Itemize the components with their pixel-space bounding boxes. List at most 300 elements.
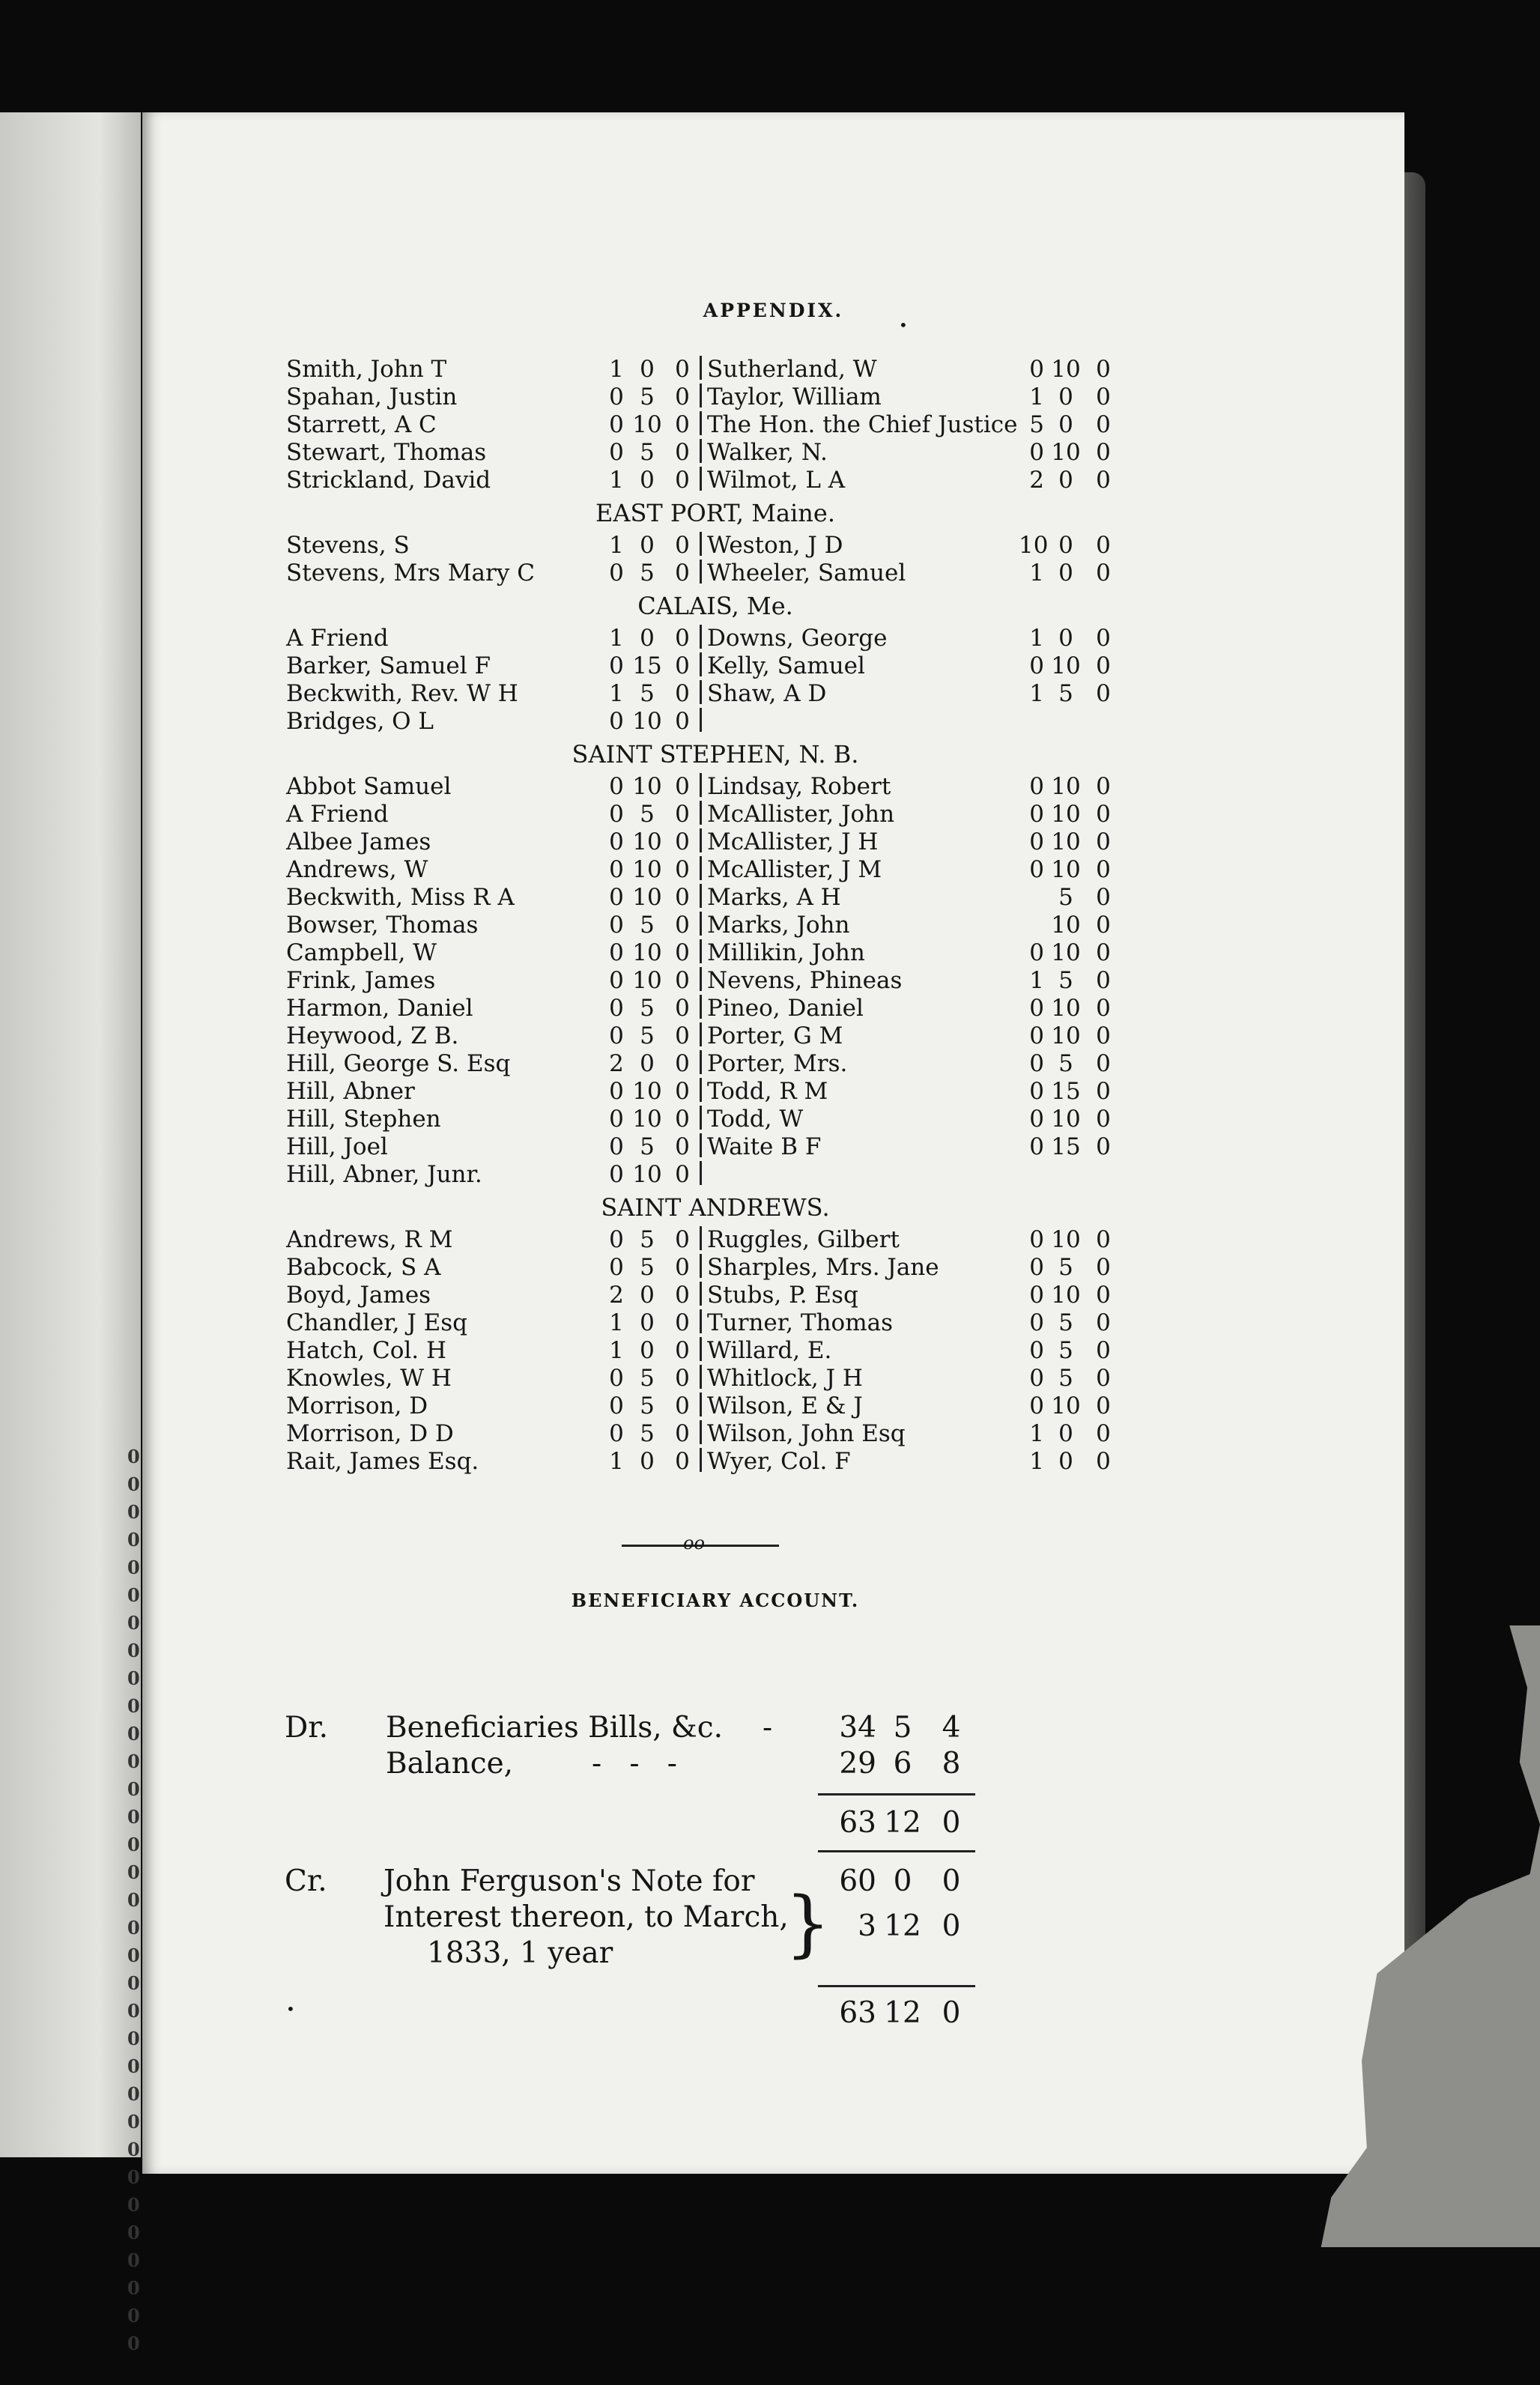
right-name: Kelly, Samuel	[707, 652, 865, 679]
right-shillings: 10	[1051, 652, 1081, 679]
column-divider	[700, 708, 702, 732]
right-pounds: 2	[1029, 467, 1044, 494]
facing-page-digit: 0	[127, 1834, 140, 1855]
right-shillings: 10	[1051, 1282, 1081, 1309]
separator-mark: oo	[683, 1533, 705, 1554]
column-divider	[700, 912, 702, 936]
column-divider	[700, 939, 702, 963]
right-shillings: 5	[1058, 1337, 1073, 1364]
left-name: Hill, George S. Esq	[286, 1050, 511, 1077]
left-name: A Friend	[286, 625, 389, 652]
subscriber-row	[142, 680, 1404, 707]
left-name: Andrews, W	[286, 856, 428, 883]
facing-page-digit: 0	[127, 2083, 140, 2105]
facing-page-digit: 0	[127, 2055, 140, 2077]
left-pounds: 0	[609, 384, 624, 410]
left-name: Hill, Abner, Junr.	[286, 1161, 482, 1188]
left-name: Strickland, David	[286, 467, 491, 494]
credit-line-2-text: Interest thereon, to March,	[384, 1900, 789, 1934]
subscriber-row	[142, 1448, 1404, 1475]
left-shillings: 5	[640, 912, 655, 939]
left-pounds: 1	[609, 625, 624, 652]
right-name: Nevens, Phineas	[707, 967, 903, 994]
right-name: Weston, J D	[707, 532, 843, 559]
right-pence: 0	[1096, 1078, 1111, 1105]
left-name: Hatch, Col. H	[286, 1337, 447, 1364]
right-shillings: 10	[1051, 439, 1081, 466]
subscriber-row	[142, 439, 1404, 466]
subscriber-row	[142, 912, 1404, 939]
left-pounds: 0	[609, 967, 624, 994]
column-divider	[700, 439, 702, 463]
right-pounds: 0	[1029, 1337, 1044, 1364]
debit-total-shillings: 12	[884, 1806, 921, 1840]
right-pounds: 1	[1029, 625, 1044, 652]
debit-total-pounds: 63	[839, 1806, 876, 1840]
right-pounds: 0	[1029, 1392, 1044, 1419]
left-pounds: 0	[609, 652, 624, 679]
left-shillings: 5	[640, 439, 655, 466]
right-pence: 0	[1096, 532, 1111, 559]
facing-page-digit: 0	[127, 1889, 140, 1911]
left-shillings: 0	[640, 1448, 655, 1475]
subscriber-row	[142, 884, 1404, 911]
left-shillings: 0	[640, 1337, 655, 1364]
right-name: Sutherland, W	[707, 356, 877, 383]
left-name: Beckwith, Miss R A	[286, 884, 515, 911]
left-shillings: 5	[640, 680, 655, 707]
column-divider	[700, 1337, 702, 1361]
left-name: Hill, Stephen	[286, 1106, 441, 1133]
right-name: Lindsay, Robert	[707, 773, 891, 800]
left-pence: 0	[675, 467, 690, 494]
left-pounds: 0	[609, 560, 624, 587]
right-pence: 0	[1096, 1226, 1111, 1253]
facing-page-edge	[0, 112, 141, 2354]
left-shillings: 10	[632, 884, 662, 911]
column-divider	[700, 1078, 702, 1102]
right-shillings: 5	[1058, 1254, 1073, 1281]
right-pounds: 0	[1029, 939, 1044, 966]
column-divider	[700, 1392, 702, 1416]
subscriber-row	[142, 1226, 1404, 1253]
subscriber-row	[142, 1420, 1404, 1447]
left-pence: 0	[675, 1448, 690, 1475]
left-pence: 0	[675, 708, 690, 735]
facing-page-digit: 0	[127, 1446, 140, 1467]
credit-line-2-shillings: 12	[884, 1909, 921, 1943]
credit-total-pence: 0	[942, 1996, 961, 2030]
right-shillings: 0	[1058, 384, 1073, 410]
left-pence: 0	[675, 1254, 690, 1281]
left-pounds: 0	[609, 1133, 624, 1160]
left-pence: 0	[675, 1106, 690, 1133]
left-pounds: 0	[609, 1365, 624, 1392]
subscriber-row	[142, 1050, 1404, 1077]
left-shillings: 5	[640, 1133, 655, 1160]
debit-line-1-shillings: 5	[893, 1711, 912, 1745]
subscriber-row	[142, 1078, 1404, 1105]
ink-dot: •	[899, 316, 908, 334]
left-pence: 0	[675, 1022, 690, 1049]
column-divider	[700, 356, 702, 380]
left-shillings: 5	[640, 801, 655, 828]
right-shillings: 10	[1051, 856, 1081, 883]
left-shillings: 10	[632, 1078, 662, 1105]
column-divider	[700, 1420, 702, 1444]
left-name: Abbot Samuel	[286, 773, 452, 800]
right-pence: 0	[1096, 1106, 1111, 1133]
facing-page-digit: 0	[127, 2166, 140, 2188]
left-shillings: 5	[640, 1392, 655, 1419]
left-pounds: 1	[609, 532, 624, 559]
right-shillings: 10	[1051, 356, 1081, 383]
subscriber-row	[142, 708, 1404, 735]
right-pence: 0	[1096, 801, 1111, 828]
left-shillings: 10	[632, 967, 662, 994]
left-name: Boyd, James	[286, 1282, 431, 1309]
account-title: BENEFICIARY ACCOUNT.	[571, 1590, 860, 1611]
right-pence: 0	[1096, 652, 1111, 679]
right-name: Stubs, P. Esq	[707, 1282, 858, 1309]
left-pounds: 0	[609, 1078, 624, 1105]
right-pounds: 0	[1029, 801, 1044, 828]
left-pence: 0	[675, 532, 690, 559]
left-name: Rait, James Esq.	[286, 1448, 479, 1475]
left-name: Spahan, Justin	[286, 384, 458, 410]
right-shillings: 10	[1051, 912, 1081, 939]
left-shillings: 0	[640, 1050, 655, 1077]
subscriber-row	[142, 1309, 1404, 1336]
right-pounds: 10	[1019, 532, 1049, 559]
right-name: Waite B F	[707, 1133, 822, 1160]
facing-page-digit: 0	[127, 2111, 140, 2133]
column-divider	[700, 1254, 702, 1278]
right-name: Taylor, William	[707, 384, 882, 410]
right-pounds: 0	[1029, 1365, 1044, 1392]
left-pence: 0	[675, 856, 690, 883]
left-pounds: 0	[609, 801, 624, 828]
left-pounds: 0	[609, 939, 624, 966]
right-shillings: 5	[1058, 1365, 1073, 1392]
debit-line-2-pounds: 29	[839, 1747, 876, 1781]
column-divider	[700, 828, 702, 852]
facing-page-digit: 0	[127, 1640, 140, 1661]
right-shillings: 10	[1051, 801, 1081, 828]
left-pounds: 0	[609, 1226, 624, 1253]
right-shillings: 0	[1058, 532, 1073, 559]
right-name: Todd, R M	[707, 1078, 828, 1105]
left-name: Smith, John T	[286, 356, 447, 383]
column-divider	[700, 384, 702, 407]
right-pence: 0	[1096, 1309, 1111, 1336]
left-pounds: 0	[609, 856, 624, 883]
credit-line-1-pounds: 60	[839, 1864, 876, 1898]
left-shillings: 10	[632, 939, 662, 966]
credit-line-2-pence: 0	[942, 1909, 961, 1943]
right-pence: 0	[1096, 439, 1111, 466]
right-name: Willard, E.	[707, 1337, 832, 1364]
column-divider	[700, 1133, 702, 1157]
right-pounds: 0	[1029, 1078, 1044, 1105]
left-pence: 0	[675, 411, 690, 438]
left-pence: 0	[675, 1226, 690, 1253]
right-name: Wilson, John Esq	[707, 1420, 906, 1447]
subscriber-row	[142, 1392, 1404, 1419]
right-shillings: 10	[1051, 1022, 1081, 1049]
right-pence: 0	[1096, 1282, 1111, 1309]
column-divider	[700, 1161, 702, 1185]
subscriber-row	[142, 801, 1404, 828]
left-pence: 0	[675, 560, 690, 587]
column-divider	[700, 967, 702, 991]
debit-line-1-text: Beneficiaries Bills, &c.	[386, 1711, 723, 1745]
right-pence: 0	[1096, 828, 1111, 855]
left-pounds: 1	[609, 356, 624, 383]
left-pounds: 0	[609, 828, 624, 855]
right-pounds: 5	[1029, 411, 1044, 438]
left-name: Morrison, D	[286, 1392, 428, 1419]
left-shillings: 10	[632, 773, 662, 800]
left-pounds: 0	[609, 773, 624, 800]
credit-line-2-pounds: 3	[858, 1909, 876, 1943]
subscriber-row	[142, 625, 1404, 652]
subscriber-row	[142, 773, 1404, 800]
column-divider	[700, 532, 702, 556]
facing-page-digit: 0	[127, 1751, 140, 1772]
left-shillings: 0	[640, 1282, 655, 1309]
right-name: Millikin, John	[707, 939, 865, 966]
facing-page-digit: 0	[127, 1667, 140, 1689]
right-pounds: 0	[1029, 1133, 1044, 1160]
column-divider	[700, 1282, 702, 1306]
right-name: McAllister, J M	[707, 856, 882, 883]
column-divider	[700, 1106, 702, 1130]
facing-page-digit: 0	[127, 1972, 140, 1994]
facing-page-digit: 0	[127, 1557, 140, 1578]
subscriber-row	[142, 411, 1404, 438]
column-divider	[700, 625, 702, 649]
column-divider	[700, 652, 702, 676]
facing-page-digit: 0	[127, 2194, 140, 2216]
right-pence: 0	[1096, 1337, 1111, 1364]
right-pounds: 0	[1029, 1022, 1044, 1049]
left-shillings: 5	[640, 1365, 655, 1392]
credit-line-1-pence: 0	[942, 1864, 961, 1898]
right-pence: 0	[1096, 1050, 1111, 1077]
right-pence: 0	[1096, 356, 1111, 383]
left-shillings: 10	[632, 856, 662, 883]
right-shillings: 15	[1051, 1133, 1081, 1160]
column-divider	[700, 856, 702, 880]
left-pence: 0	[675, 1365, 690, 1392]
right-name: Porter, G M	[707, 1022, 843, 1049]
subscriber-row	[142, 1282, 1404, 1309]
right-name: Turner, Thomas	[707, 1309, 893, 1336]
left-pence: 0	[675, 1078, 690, 1105]
right-shillings: 10	[1051, 939, 1081, 966]
facing-page-digit: 0	[127, 2277, 140, 2299]
facing-page-digit: 0	[127, 2305, 140, 2327]
facing-page-digit: 0	[127, 2222, 140, 2243]
left-pence: 0	[675, 884, 690, 911]
left-pounds: 0	[609, 912, 624, 939]
right-name: Todd, W	[707, 1106, 804, 1133]
column-divider	[700, 467, 702, 491]
facing-page-digit: 0	[127, 1861, 140, 1883]
right-pounds: 0	[1029, 1226, 1044, 1253]
column-divider	[700, 411, 702, 435]
left-pence: 0	[675, 995, 690, 1022]
left-pence: 0	[675, 1133, 690, 1160]
left-name: A Friend	[286, 801, 389, 828]
left-name: Campbell, W	[286, 939, 437, 966]
right-pence: 0	[1096, 1392, 1111, 1419]
subscriber-row	[142, 856, 1404, 883]
left-shillings: 10	[632, 1161, 662, 1188]
left-pounds: 1	[609, 680, 624, 707]
credit-total-shillings: 12	[884, 1996, 921, 2030]
left-pence: 0	[675, 1420, 690, 1447]
left-pounds: 1	[609, 467, 624, 494]
left-pounds: 0	[609, 1420, 624, 1447]
facing-page-digit: 0	[127, 1584, 140, 1606]
subscriber-row	[142, 1022, 1404, 1049]
right-pounds: 0	[1029, 1282, 1044, 1309]
right-pence: 0	[1096, 625, 1111, 652]
facing-page-digit: 0	[127, 1695, 140, 1717]
facing-page-digit: 0	[127, 1473, 140, 1495]
right-shillings: 5	[1058, 884, 1073, 911]
credit-line-1-shillings: 0	[893, 1864, 912, 1898]
right-pence: 0	[1096, 1448, 1111, 1475]
column-divider	[700, 884, 702, 908]
right-shillings: 0	[1058, 625, 1073, 652]
right-pounds: 0	[1029, 828, 1044, 855]
right-shillings: 5	[1058, 1309, 1073, 1336]
torn-page-corner	[1311, 1625, 1540, 2247]
right-shillings: 0	[1058, 1420, 1073, 1447]
subscriber-row	[142, 1254, 1404, 1281]
left-pounds: 2	[609, 1282, 624, 1309]
right-name: Wyer, Col. F	[707, 1448, 851, 1475]
column-divider	[700, 801, 702, 825]
section-heading: SAINT ANDREWS.	[601, 1193, 830, 1222]
facing-page-digit: 0	[127, 1529, 140, 1551]
right-pounds: 0	[1029, 856, 1044, 883]
right-name: Wilson, E & J	[707, 1392, 863, 1419]
debit-line-2-shillings: 6	[893, 1747, 912, 1781]
right-pounds: 0	[1029, 773, 1044, 800]
facing-page-digit: 0	[127, 1612, 140, 1634]
right-name: The Hon. the Chief Justice	[707, 411, 1018, 438]
right-shillings: 0	[1058, 411, 1073, 438]
left-pence: 0	[675, 967, 690, 994]
facing-page-digit: 0	[127, 1501, 140, 1523]
facing-page-digit: 0	[127, 1806, 140, 1828]
subscriber-row	[142, 967, 1404, 994]
right-pence: 0	[1096, 384, 1111, 410]
debit-label: Dr.	[285, 1711, 329, 1745]
left-name: Frink, James	[286, 967, 436, 994]
right-name: Wilmot, L A	[707, 467, 846, 494]
right-pence: 0	[1096, 856, 1111, 883]
left-name: Beckwith, Rev. W H	[286, 680, 518, 707]
right-pounds: 0	[1029, 995, 1044, 1022]
left-pounds: 0	[609, 1106, 624, 1133]
section-heading: SAINT STEPHEN, N. B.	[572, 740, 859, 769]
right-name: Pineo, Daniel	[707, 995, 864, 1022]
credit-rule	[818, 1985, 975, 1987]
facing-page-digit: 0	[127, 1723, 140, 1745]
right-name: Shaw, A D	[707, 680, 827, 707]
right-pounds: 0	[1029, 652, 1044, 679]
right-pounds: 1	[1029, 680, 1044, 707]
right-shillings: 10	[1051, 1226, 1081, 1253]
left-pence: 0	[675, 1337, 690, 1364]
subscriber-row	[142, 1365, 1404, 1392]
left-shillings: 5	[640, 560, 655, 587]
left-shillings: 0	[640, 625, 655, 652]
left-pence: 0	[675, 652, 690, 679]
right-shillings: 0	[1058, 467, 1073, 494]
left-pounds: 0	[609, 884, 624, 911]
column-divider	[700, 1448, 702, 1472]
right-pence: 0	[1096, 1365, 1111, 1392]
column-divider	[700, 1022, 702, 1046]
left-pence: 0	[675, 356, 690, 383]
page-title: APPENDIX.	[703, 300, 844, 321]
left-name: Babcock, S A	[286, 1254, 441, 1281]
left-pence: 0	[675, 773, 690, 800]
right-name: Wheeler, Samuel	[707, 560, 906, 587]
column-divider	[700, 680, 702, 704]
left-name: Stevens, S	[286, 532, 410, 559]
right-pence: 0	[1096, 411, 1111, 438]
subscriber-row	[142, 1106, 1404, 1133]
left-pence: 0	[675, 1161, 690, 1188]
left-shillings: 10	[632, 828, 662, 855]
left-shillings: 5	[640, 1420, 655, 1447]
facing-page-digit: 0	[127, 1945, 140, 1966]
right-pounds: 1	[1029, 560, 1044, 587]
right-pounds: 1	[1029, 384, 1044, 410]
left-name: Andrews, R M	[286, 1226, 453, 1253]
left-name: Chandler, J Esq	[286, 1309, 468, 1336]
facing-page-digit: 0	[127, 2139, 140, 2160]
right-pence: 0	[1096, 912, 1111, 939]
right-pence: 0	[1096, 773, 1111, 800]
left-pence: 0	[675, 439, 690, 466]
left-shillings: 5	[640, 384, 655, 410]
left-name: Bridges, O L	[286, 708, 434, 735]
left-shillings: 5	[640, 1022, 655, 1049]
subscriber-row	[142, 560, 1404, 587]
left-pence: 0	[675, 680, 690, 707]
right-shillings: 15	[1051, 1078, 1081, 1105]
right-pence: 0	[1096, 1254, 1111, 1281]
column-divider	[700, 560, 702, 584]
left-pounds: 0	[609, 708, 624, 735]
left-shillings: 10	[632, 1106, 662, 1133]
debit-rule	[818, 1793, 975, 1795]
left-pounds: 1	[609, 1309, 624, 1336]
left-pounds: 0	[609, 1254, 624, 1281]
right-shillings: 5	[1058, 680, 1073, 707]
right-name: McAllister, John	[707, 801, 895, 828]
left-name: Stevens, Mrs Mary C	[286, 560, 535, 587]
subscriber-row	[142, 384, 1404, 410]
